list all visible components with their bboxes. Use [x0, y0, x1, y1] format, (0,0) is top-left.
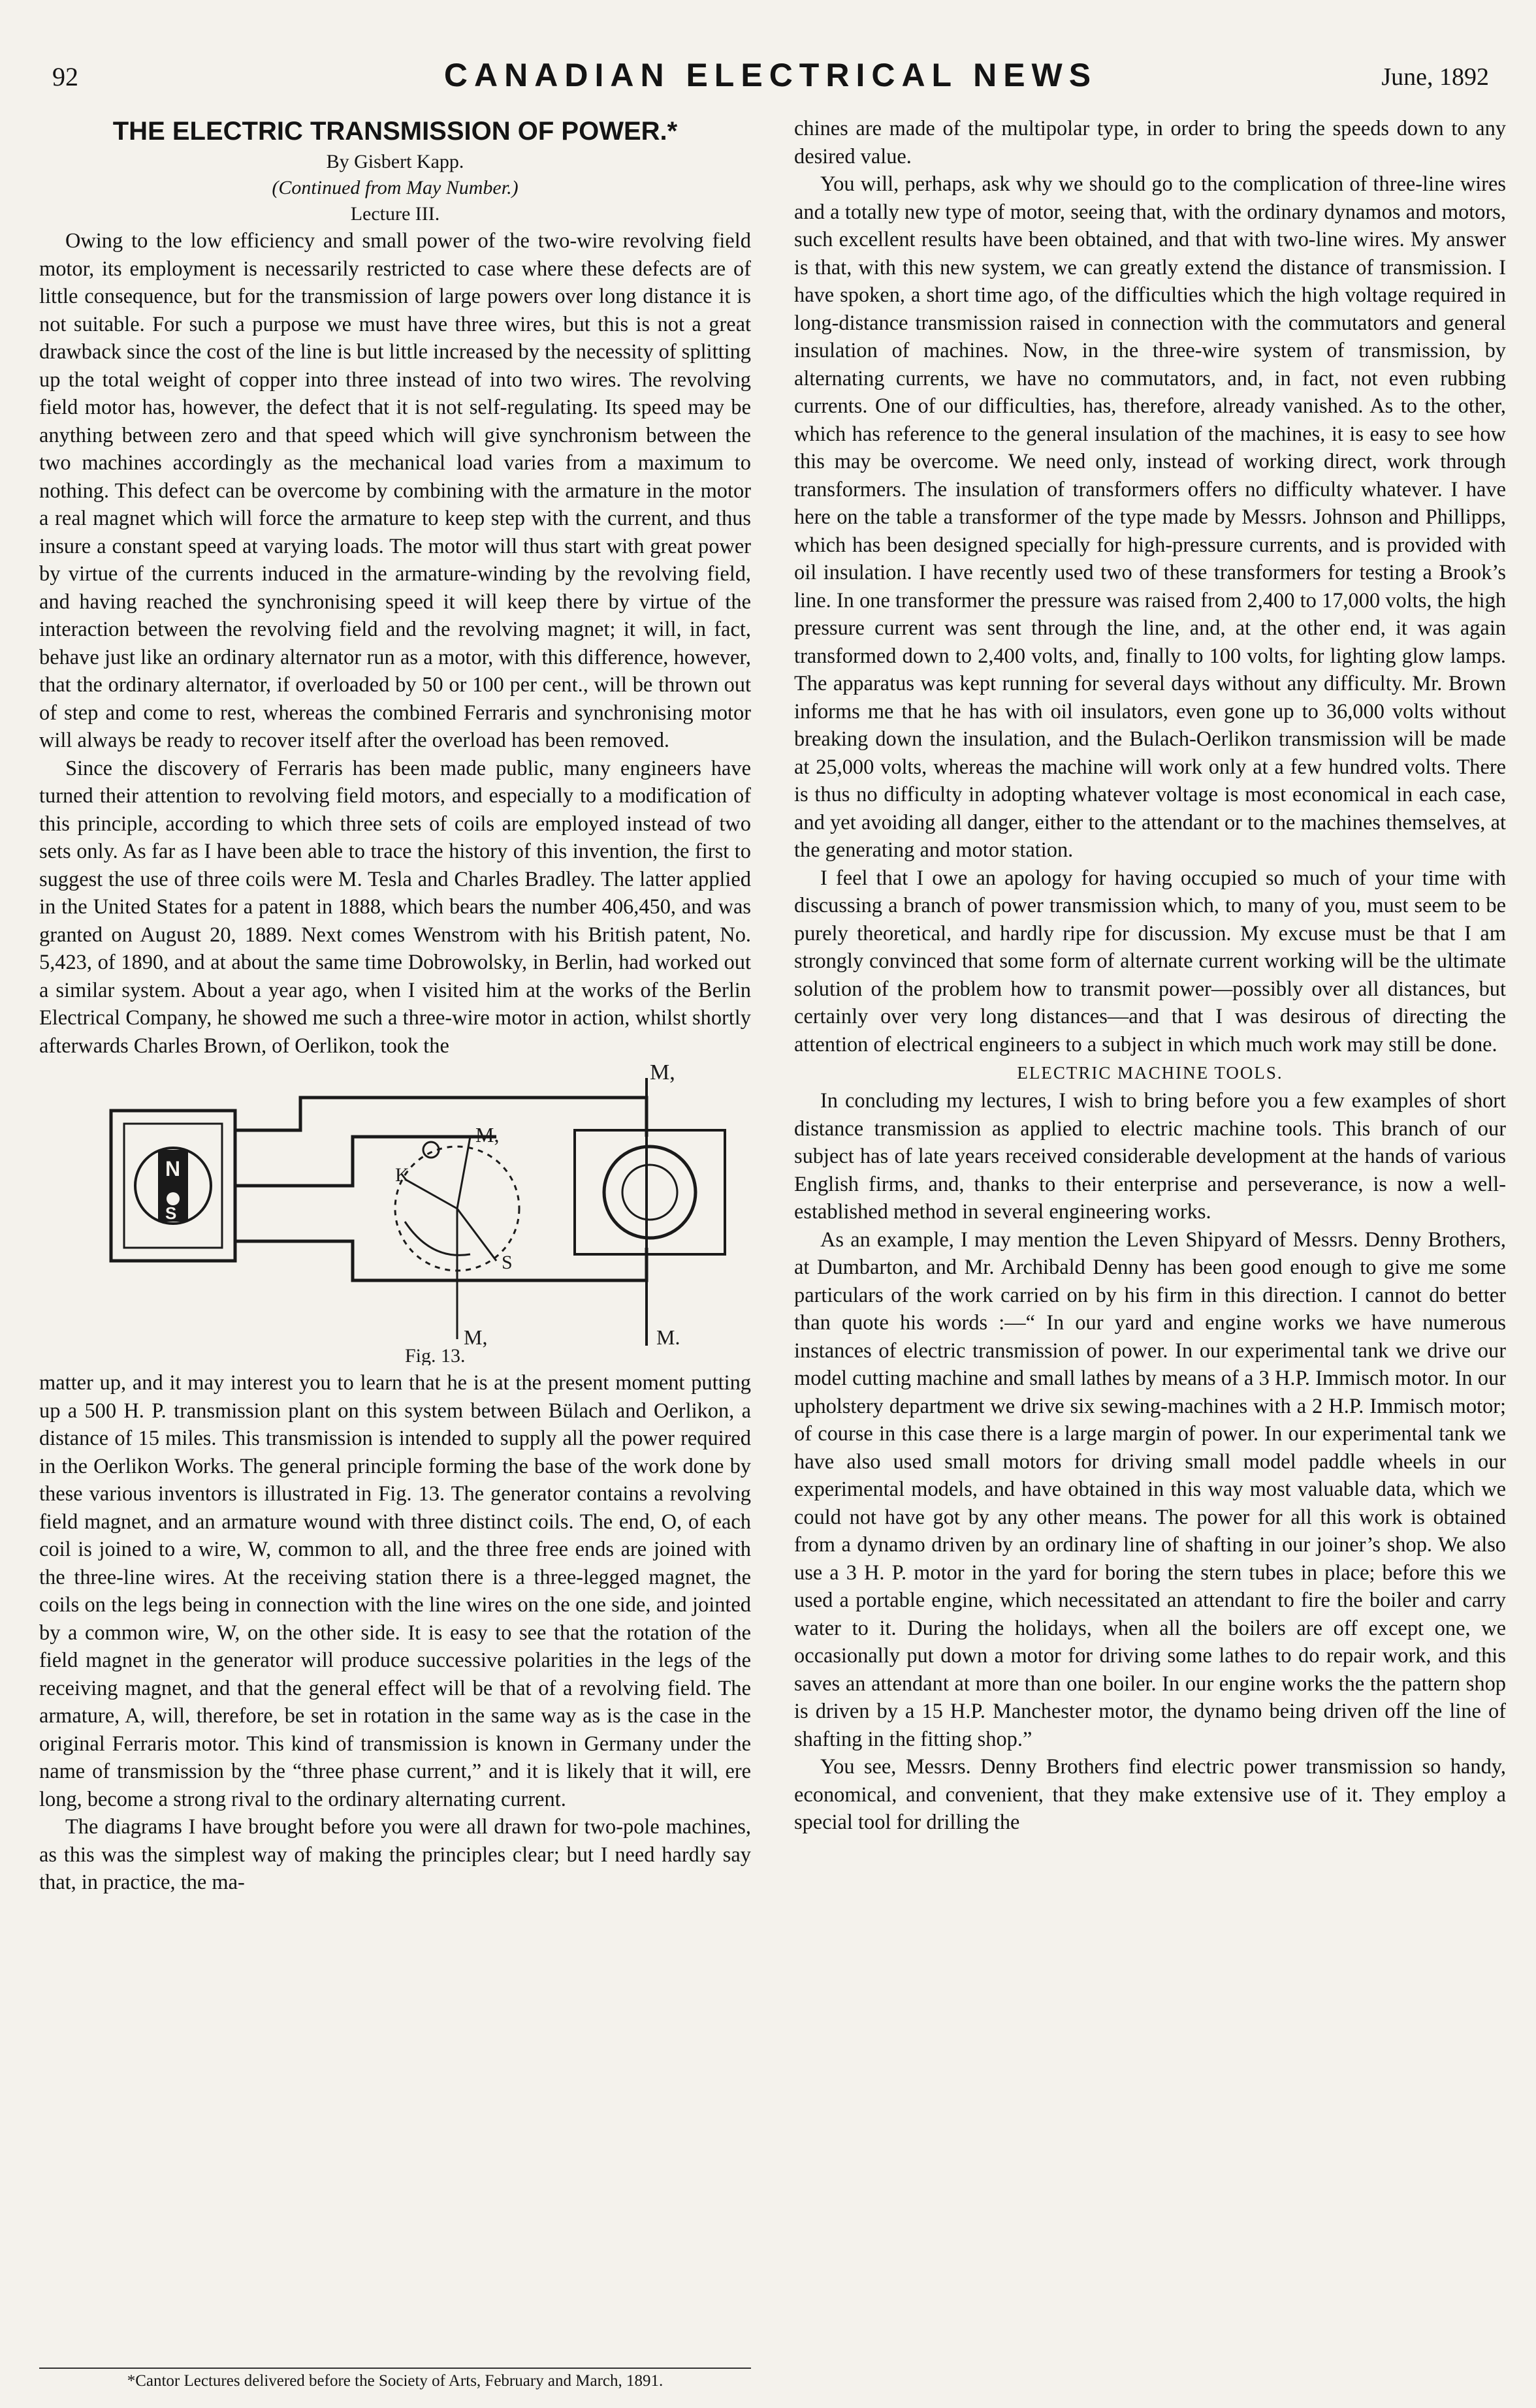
label-s: S: [165, 1203, 177, 1223]
paragraph: Since the discovery of Ferraris has been made public, many engineers have turned their attention to revolving field motors, and especially to a modification of this principle, according to which three sets of coils are employed instead of two sets only. As far as I have been able to trace the history of this invention, the first to suggest the use of three coils were M. Tesla and Charles Bradley. The latter applied in the United States for a patent in 1888, which bears the number 406,450, and was granted on August 20, 1889. Next comes Wenstrom with his British patent, No. 5,423, of 1890, and at about the same time Dobrowolsky, in Berlin, had worked out a similar system. About a year ago, when I visited him at the works of the Berlin Electrical Company, he showed me such a three-wire motor in action, whilst shortly afterwards Charles Brown, of Oerlikon, took the: [39, 756, 751, 1058]
motor-frame: [575, 1130, 725, 1254]
label-m-bottom: M,: [464, 1325, 488, 1349]
figure-13: [39, 1065, 751, 1365]
label-n: N: [165, 1157, 181, 1180]
label-m1-inner: M,: [475, 1123, 500, 1147]
paragraph: Owing to the low efficiency and small power of the two-wire revolving field motor, its employment is necessarily restricted to case where these defects are of little consequence, but for the transmission of large powers over long distance it is not suitable. For such a purpose we must have three wires, but this is not a great drawback since the cost of the line is but little increased by the necessity of splitting up the total weight of copper into three instead of into two wires. The revolving field motor has, however, the defect that it is not self-regulating. Its speed may be anything between zero and that speed which will give synchronism between the two machines accordingly as the mechanical load varies from a maximum to nothing. This defect can be overcome by combining with the armature in the motor a real magnet which will force the armature to keep step with the current, and thus insure a constant speed at varying loads. The motor will thus start with great power by virtue of the currents induced in the armature-winding by the revolving field, and having reached the synchronising speed it will keep there by virtue of the interaction between the revolving field and the revolving magnet; it will, in fact, behave just like an ordinary alternator run as a motor, with this difference, however, that the ordinary alternator, if overloaded by 50 or 100 per cent., will be thrown out of step and come to rest, whereas the combined Ferraris and synchronising motor will always be ready to recover itself after the overload has been removed.: [39, 229, 751, 752]
paragraph: In concluding my lectures, I wish to bring before you a few examples of short distance transmission as applied to electric machine tools. This branch of our subject has of late years received considerable development at the hands of various English firms, and, thanks to their enterprise and perseverance, is now a well-established method in several engineering works.: [794, 1089, 1506, 1224]
label-m1-top: M,: [650, 1065, 675, 1085]
masthead: CANADIAN ELECTRICAL NEWS: [443, 57, 1098, 93]
lecture-heading: Lecture III.: [350, 203, 440, 225]
label-m-right: M.: [656, 1325, 680, 1349]
paragraph: chines are made of the multipolar type, in order to bring the speeds down to any desired value.: [794, 117, 1506, 168]
footnote: *Cantor Lectures delivered before the Society of Arts, February and March, 1891.: [39, 2368, 751, 2391]
figure-caption: Fig. 13.: [405, 1345, 466, 1365]
page-number: 92: [52, 62, 78, 91]
line-wire-3: [235, 1241, 647, 1280]
issue-date: June, 1892: [1381, 63, 1489, 91]
byline: By Gisbert Kapp.: [326, 151, 464, 172]
continued-note: (Continued from May Number.): [272, 177, 519, 198]
paragraph: matter up, and it may interest you to learn that he is at the present moment putting up a 500 H. P. transmission plant on this system between Bülach and Oerlikon, a distance of 15 miles. This transmission is intended to supply all the power required in the Oerlikon Works. The general principle forming the base of the work done by these various inventors is illustrated in Fig. 13. The generator contains a revolving field magnet, and an armature wound with three distinct coils. The end, O, of each coil is joined to a wire, W, common to all, and the three free ends are joined with the three-line wires. At the receiving station there is a three-legged magnet, the coils on the legs being in connection with the line wires on the one side, and jointed by a common wire, W, on the other side. It is easy to see that the rotation of the field magnet in the generator will produce successive polarities in the legs of the receiving magnet, and that the general effect will be that of a revolving field. The armature, A, will, therefore, be set in rotation in the same way as is the case in the original Ferraris motor. This kind of transmission is known in Germany under the name of transmission by the “three phase current,” and it is likely that it will, ere long, become a strong rival to the ordinary alternating current.: [39, 1371, 751, 1811]
label-s-small: S: [502, 1252, 513, 1273]
line-wire-2: [235, 1137, 496, 1186]
paragraph: As an example, I may mention the Leven Shipyard of Messrs. Denny Brothers, at Dumbarton, and Mr. Archibald Denny has been good enough to give me some particulars of the work carried on by his firm in this direction. I cannot do better than quote his words :—“ In our yard and engine works we have numerous instances of electric transmission of power. In our experimental tank we drive our model cutting machine and small lathes by means of a 3 H.P. Immisch motor. In our upholstery department we drive six sewing-machines with a 2 H.P. Immisch motor; of course in this case there is a large margin of power. In our experimental tank we have also used small motors for driving small model paddle wheels in our experimental models, and have obtained in this way most valuable data, which we could not have got by any other means. The power for all this work is obtained from a dynamo driven by an ordinary line of shafting in our joiner’s shop. We also use a 3 H. P. motor in the yard for boring the stern tubes in place; before this we used a portable engine, which necessitated an attendant to fire the boiler and carry water to it. During the holidays, when all the boilers are off except one, we occasionally put down a motor for driving some lathes to do repair work, and this saves an attendant at more than one boiler. In our engine works the the pattern shop is driven by a 15 H.P. Manchester motor, the dynamo being driven off the line of shafting in the fitting shop.”: [794, 1228, 1506, 1751]
paragraph: The diagrams I have brought before you were all drawn for two-pole machines, as this was the simplest way of making the principles clear; but I need hardly say that, in practice, the ma-: [39, 1815, 751, 1894]
left-column: [39, 115, 751, 2381]
section-heading: ELECTRIC MACHINE TOOLS.: [1017, 1063, 1283, 1083]
three-phase-diagram: [39, 1065, 751, 1365]
paragraph: You will, perhaps, ask why we should go to the complication of three-line wires and a totally new type of motor, seeing that, with the ordinary dynamos and motors, such excellent results have been obtained, and that with two-line wires. My answer is that, with this new system, we can greatly extend the distance of transmission. I have spoken, a short time ago, of the difficulties which the high voltage required in long-distance transmission raised in connection with the commutators and general insulation of machines. Now, in the three-wire system of transmission, by alternating currents, we have no commutators, and, in fact, not even rubbing currents. One of our difficulties, has, therefore, already vanished. As to the other, which has reference to the general insulation of the machines, it is easy to see how this may be overcome. We need only, instead of working direct, work through transformers. The insulation of transformers offers no difficulty whatever. I have here on the table a transformer of the type made by Messrs. Johnson and Phillipps, which has been designed specially for high-pressure currents, and is provided with oil insulation. I have recently used two of these transformers for testing a Brook’s line. In one transformer the pressure was raised from 2,400 to 17,000 volts, the high pressure current was sent through the line, and, at the other end, it was again transformed down to 2,400 volts, and, finally to 100 volts, for lighting glow lamps. The apparatus was kept running for several days without any difficulty. Mr. Brown informs me that he has with oil insulators, even gone up to 36,000 volts without breaking down the insulation, and the Bulach-Oerlikon transmission will be made at 25,000 volts, whereas the machine will work only at a few hundred volts. There is thus no difficulty in adopting whatever voltage is most economical in each case, and yet avoiding all danger, either to the attendant or to the machines themselves, at the generating and motor station.: [794, 172, 1506, 862]
right-column: [794, 115, 1506, 2381]
paragraph: You see, Messrs. Denny Brothers find electric power transmission so handy, economical, and convenient, that they make extensive use of it. They employ a special tool for drilling the: [794, 1755, 1506, 1834]
label-k: K: [395, 1164, 409, 1186]
page-header: [52, 56, 1489, 99]
paragraph: I feel that I owe an apology for having occupied so much of your time with discussing a branch of power transmission which, to many of you, must seem to be purely theoretical, and hardly ripe for discussion. My excuse must be that I am strongly convinced that some form of alternate current working will be the ultimate solution of the problem how to transmit power—possibly over all distances, but certainly over very long distances—and that I was desirous of directing the attention of electrical engineers to a subject in which much work may still be done.: [794, 866, 1506, 1056]
article-title: THE ELECTRIC TRANSMISSION OF POWER.*: [112, 117, 678, 146]
